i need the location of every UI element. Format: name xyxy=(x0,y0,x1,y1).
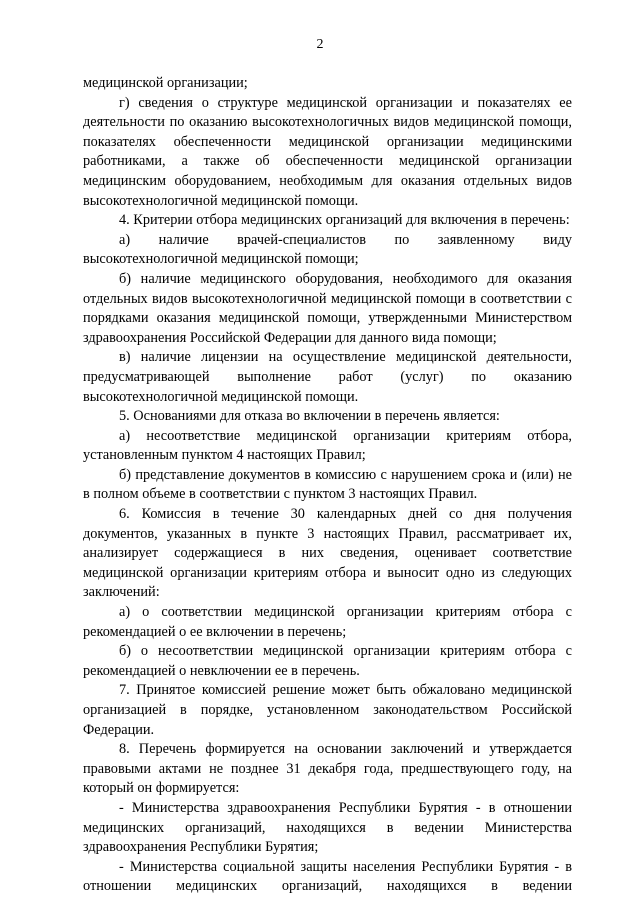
paragraph-item-b: б) о несоответствии медицинской организации критериям отбора с рекомендацией о невключении ее в перечень. xyxy=(83,643,572,679)
paragraph-clause-8: 8. Перечень формируется на основании заключений и утверждается правовыми актами не позднее 31 декабря года, предшествующего году, на который он формируется: xyxy=(83,741,572,797)
paragraph-clause-4: 4. Критерии отбора медицинских организаций для включения в перечень: xyxy=(119,212,570,229)
paragraph-item-a: а) наличие врачей-специалистов по заявленному виду высокотехнологичной медицинской помощи; xyxy=(83,231,572,268)
paragraph-dash-item: - Министерства социальной защиты населения Республики Бурятия - в отношении медицинских организаций, находящихся в ведении xyxy=(83,858,572,895)
paragraph-item-b: б) представление документов в комиссию с нарушением срока и (или) не в полном объеме в соответствии с пунктом 3 настоящих Правил. xyxy=(83,466,572,503)
paragraph-clause-5: 5. Основаниями для отказа во включении в перечень является: xyxy=(119,408,500,425)
paragraph-dash-item: - Министерства здравоохранения Республики Бурятия - в отношении медицинских организаций, находящихся в ведении Министерства здравоохранения Республики Бурятия; xyxy=(83,799,572,856)
paragraph-continuation: медицинской организации; xyxy=(83,75,248,91)
page-number: 2 xyxy=(316,37,324,52)
paragraph-item-a: а) несоответствие медицинской организации критериям отбора, установленным пунктом 4 настоящих Правил; xyxy=(83,427,572,464)
paragraph-item-v: в) наличие лицензии на осуществление медицинской деятельности, предусматривающей выполнение работ (услуг) по оказанию высокотехнологичной медицинской помощи. xyxy=(83,349,572,405)
paragraph-item-a: а) о соответствии медицинской организации критериям отбора с рекомендацией о ее включении в перечень; xyxy=(83,604,572,640)
paragraph-clause-7: 7. Принятое комиссией решение может быть обжаловано медицинской организацией в порядке, установленном законодательством Российской Федерации. xyxy=(83,682,572,738)
document-body xyxy=(83,74,572,897)
paragraph-clause-6: 6. Комиссия в течение 30 календарных дней со дня получения документов, указанных в пункте 3 настоящих Правил, рассматривает их, анализирует содержащиеся в них сведения, оценивает соответствие медицинской организации критериям отбора и выносит одно из следующих заключений: xyxy=(83,506,572,601)
paragraph-item-g: г) сведения о структуре медицинской организации и показателях ее деятельности по оказанию высокотехнологичных видов медицинской помощи, показателях обеспеченности медицинской организации медицинскими работниками, а также об обеспеченности медицинской организации медицинским оборудованием, необходимым для оказания отдельных видов высокотехнологичной медицинской помощи. xyxy=(83,94,572,209)
paragraph-item-b: б) наличие медицинского оборудования, необходимого для оказания отдельных видов высокотехнологичной медицинской помощи в соответствии с порядками оказания медицинской помощи, утвержденными Министерством здравоохранения Российской Федерации для данного вида помощи; xyxy=(83,270,572,346)
